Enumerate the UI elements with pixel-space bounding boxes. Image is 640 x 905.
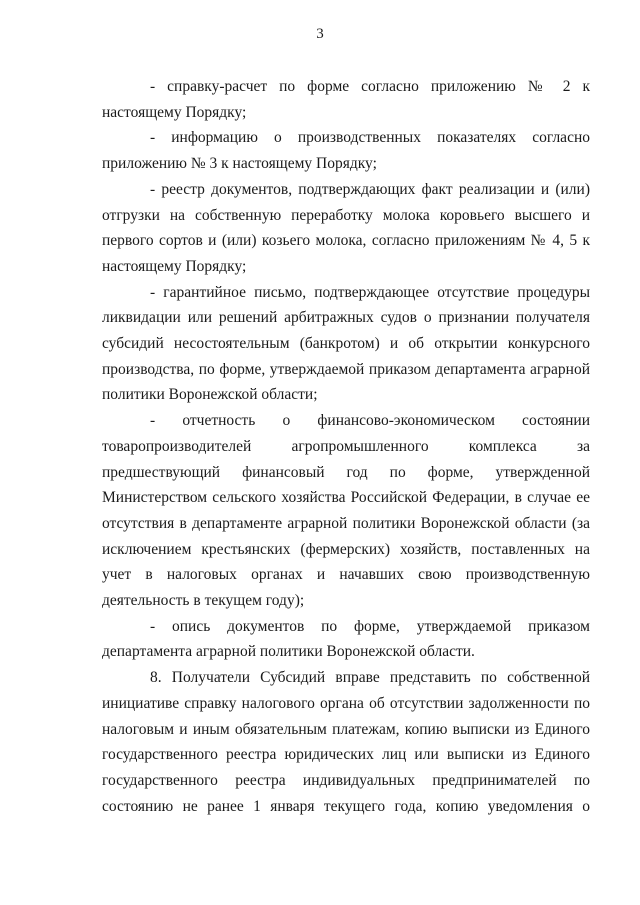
paragraph-informatsiya: - информацию о производственных показателях согласно приложению № 3 к настоящему Порядку; — [102, 129, 590, 173]
paragraph-item-8: 8. Получатели Субсидий вправе представить по собственной инициативе справку налогового органа об отсутствии задолженности по налоговым и иным обязательным платежам, копию выписки из Единого государственного реестра юридических лиц или выписки из Единого государственного реестра индивидуальных предпринимателей по состоянию не ранее 1 января текущего года, копию уведомления о — [102, 669, 590, 815]
paragraph-reestr: - реестр документов, подтверждающих факт реализации и (или) отгрузки на собственную переработку молока коровьего высшего и первого сортов и (или) козьего молока, согласно приложениям № 4, 5 к настоящему Порядку; — [102, 180, 590, 275]
paragraph-spravka-raschet: - справку-расчет по форме согласно приложению № 2 к настоящему Порядку; — [102, 78, 590, 121]
paragraph-garantiynoe-pismo: - гарантийное письмо, подтверждающее отсутствие процедуры ликвидации или решений арбитражных судов о признании получателя субсидий несостоятельным (банкротом) и об открытии конкурсного производства, по форме, утверждаемой приказом департамента аграрной политики Воронежской области; — [102, 283, 590, 404]
document-body — [102, 74, 590, 819]
page-number: 3 — [316, 26, 324, 42]
paragraph-otchetnost: - отчетность о финансово-экономическом состоянии товаропроизводителей агропромышленного комплекса за предшествующий финансовый год по форме, утвержденной Министерством сельского хозяйства Российской Федерации, в случае ее отсутствия в департаменте аграрной политики Воронежской области (за исключением крестьянских (фермерских) хозяйств, поставленных на учет в налоговых органах и начавших свою производственную деятельность в текущем году); — [102, 412, 590, 610]
paragraph-opis: - опись документов по форме, утверждаемой приказом департамента аграрной политики Воронежской области. — [102, 617, 590, 661]
